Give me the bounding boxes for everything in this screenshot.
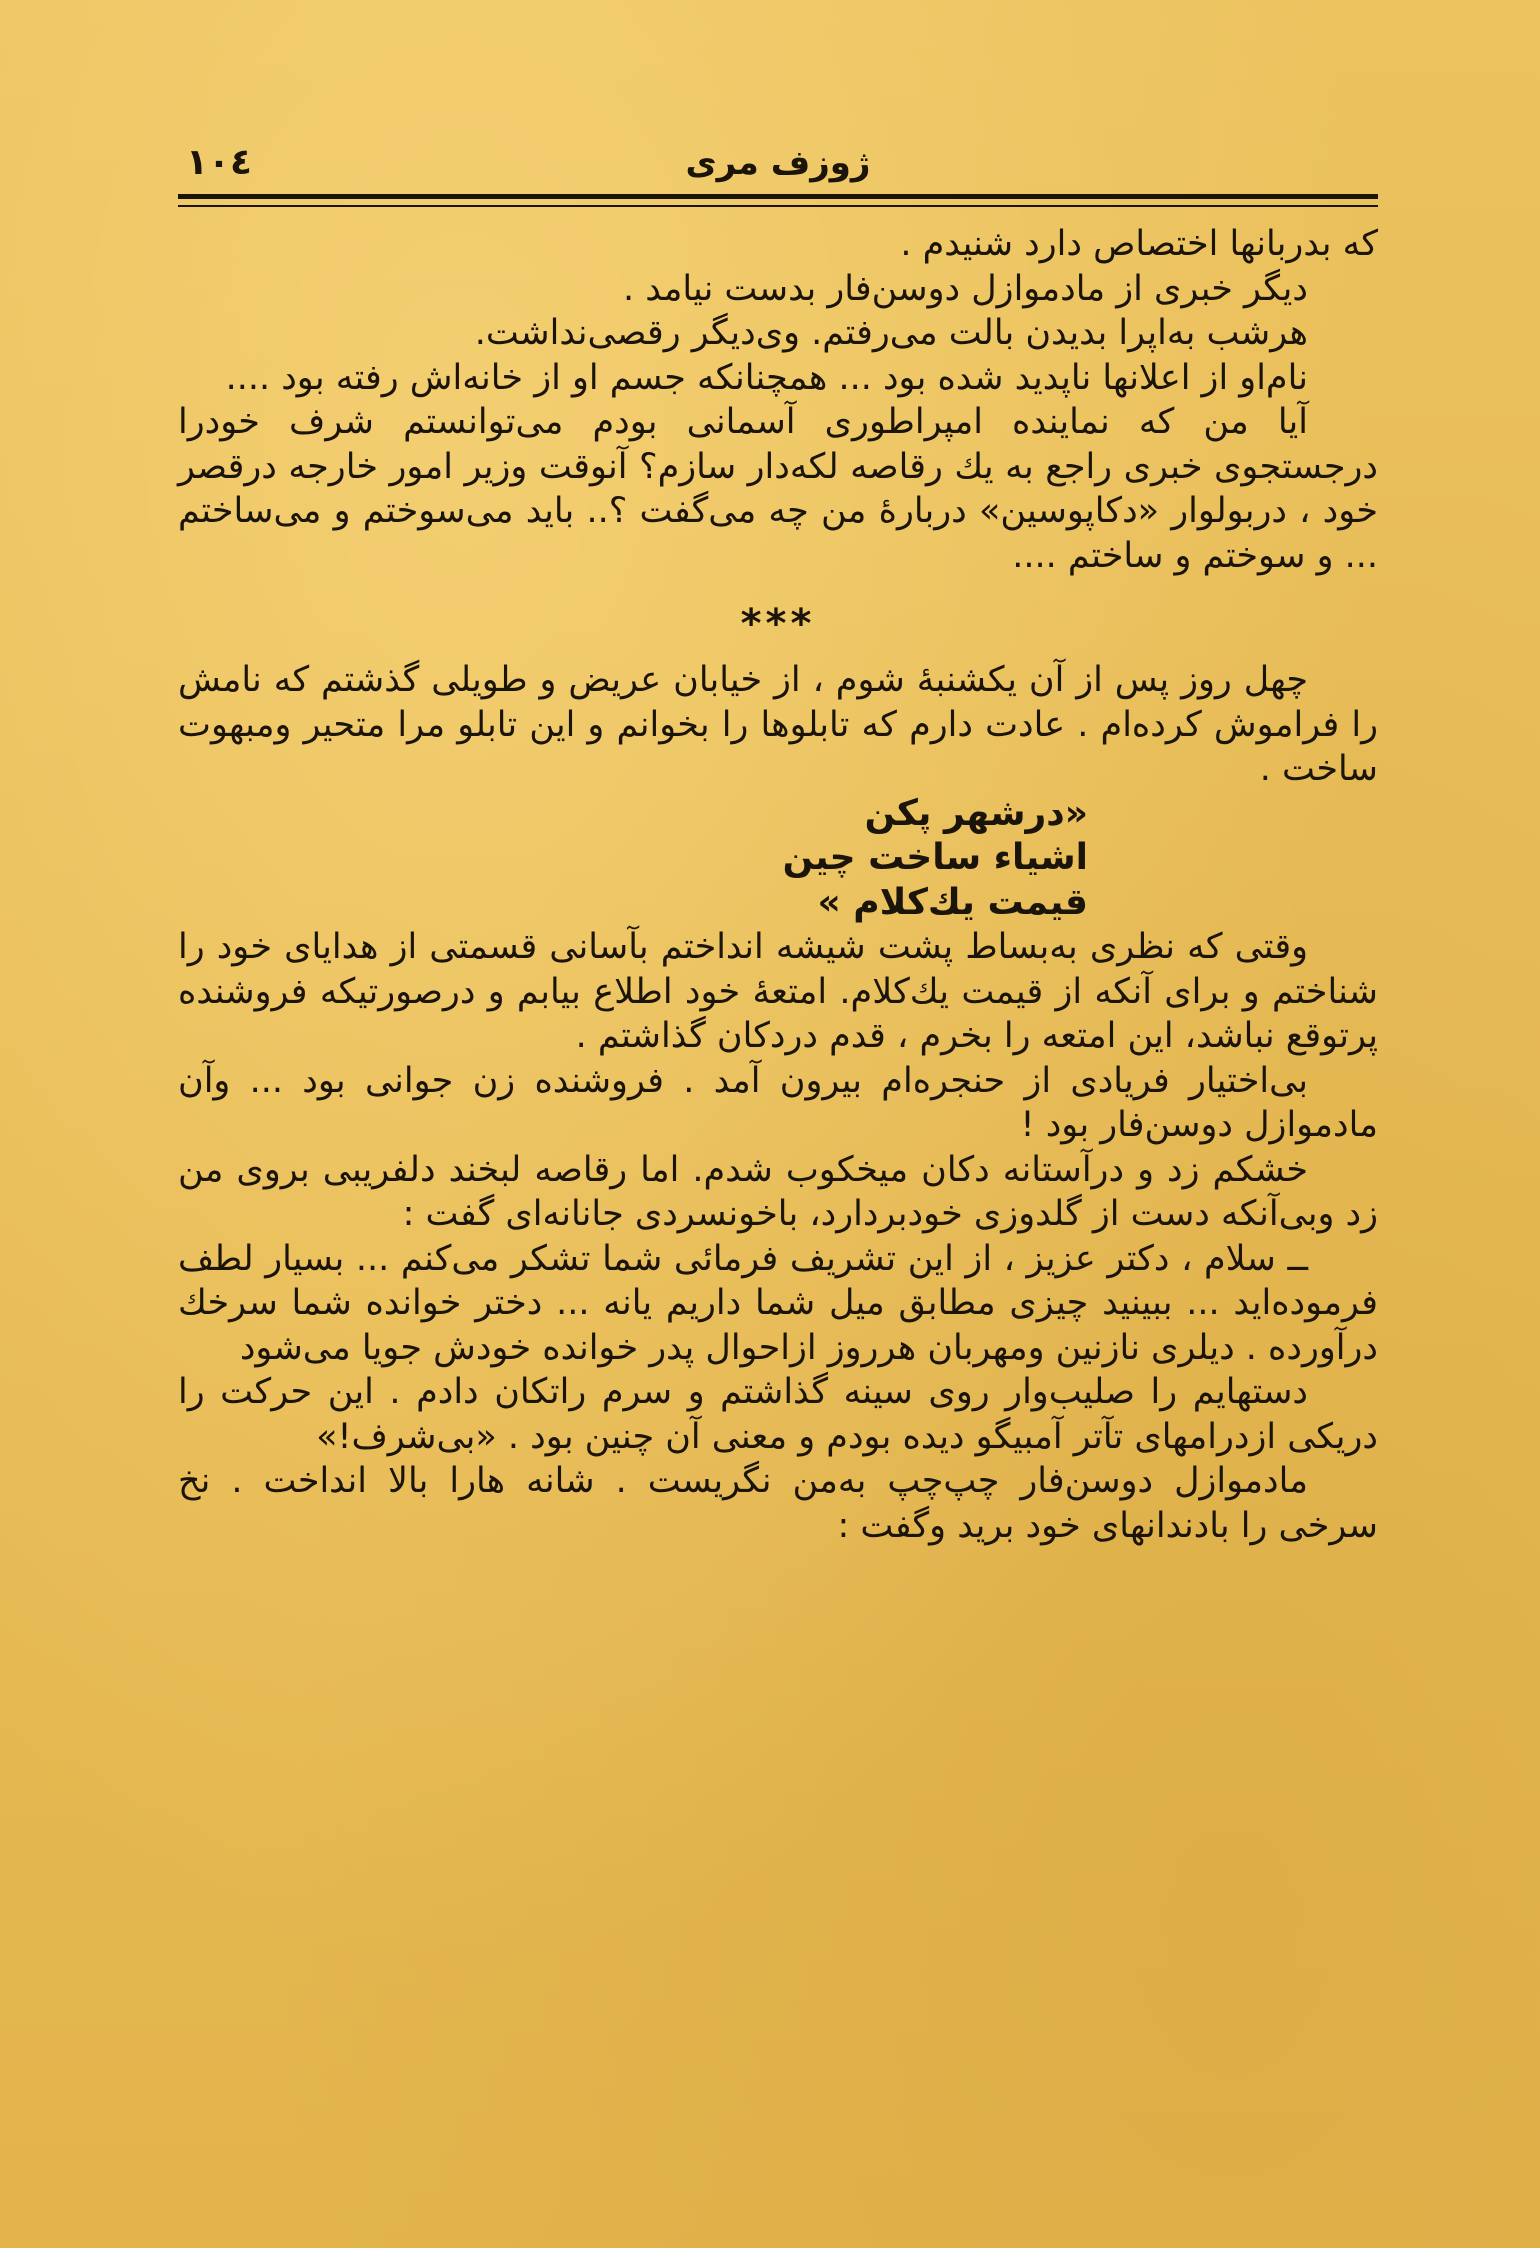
header-rule-thin xyxy=(178,205,1378,207)
paragraph: وقتی که نظری به‌بساط پشت شیشه انداختم بآسانی قسمتی از هدایای خود را شناختم و برای آنکه از قیمت یك‌کلام. امتعهٔ خود اطلاع بیابم و درصورتیکه فروشنده پرتوقع نباشد، این امتعه را بخرم ، قدم دردکان گذاشتم . xyxy=(178,927,1378,1056)
paragraph: خشکم زد و درآستانه دکان میخکوب شدم. اما رقاصه لبخند دلفریبی بروی من زد وبی‌آنکه دست از گلدوزی خودبردارد، باخونسردی جانانه‌ای گفت : xyxy=(178,1149,1378,1234)
shop-sign-line-3: قیمت یك‌کلام » xyxy=(817,881,1088,923)
paragraph: دیگر خبری از مادموازل دوسن‌فار بدست نیامد . xyxy=(622,268,1308,309)
body-text xyxy=(178,222,1378,1548)
page-number: ۱۰٤ xyxy=(186,142,252,183)
section-separator: *** xyxy=(740,601,816,647)
header-rule-thick xyxy=(178,194,1378,199)
running-head xyxy=(178,138,1378,188)
shop-sign-line-2: اشیاء ساخت چین xyxy=(782,837,1088,878)
paragraph: نام‌او از اعلانها ناپدید شده بود ... همچنانکه جسم او از خانه‌اش رفته بود .... xyxy=(225,357,1308,398)
shop-sign-line-1: «درشهر پکن xyxy=(864,792,1088,834)
paragraph: مادموازل دوسن‌فار چپ‌چپ به‌من نگریست . شانه هارا بالا انداخت . نخ سرخی را بادندانهای خود برید وگفت : xyxy=(178,1461,1378,1546)
paragraph: دستهایم را صلیب‌وار روی سینه گذاشتم و سرم راتکان دادم . این حرکت را دریکی ازدرامهای تآتر آمبیگو دیده بودم و معنی آن چنین بود . «بی‌شرف!» xyxy=(178,1372,1378,1457)
paragraph: هرشب به‌اپرا بدیدن بالت می‌رفتم. وی‌دیگر رقصی‌نداشت. xyxy=(474,313,1308,353)
running-title: ژوزف مری xyxy=(685,143,871,183)
paragraph: ــ سلام ، دکتر عزیز ، از این تشریف فرمائی شما تشکر می‌کنم ... بسیار لطف فرموده‌اید ... ببینید چیزی مطابق میل شما داریم یانه ... دختر خوانده شما سرخك درآورده . دیلری نازنین ومهربان هرروز ازاحوال پدر خوانده خودش جویا می‌شود xyxy=(178,1238,1378,1368)
paragraph: بی‌اختیار فریادی از حنجره‌ام بیرون آمد . فروشنده زن جوانی بود ... وآن مادموازل دوسن‌فار بود ! xyxy=(178,1060,1378,1145)
paragraph: که بدربانها اختصاص دارد شنیدم . xyxy=(900,224,1378,264)
paragraph: چهل روز پس از آن یکشنبهٔ شوم ، از خیابان عریض و طویلی گذشتم که نامش را فراموش کرده‌ام . عادت دارم که تابلوها را بخوانم و این تابلو مرا متحیر ومبهوت ساخت . xyxy=(178,660,1378,789)
paragraph: آیا من که نماینده امپراطوری آسمانی بودم می‌توانستم شرف خودرا درجستجوی خبری راجع به یك رقاصه لکه‌دار سازم؟ آنوقت وزیر امور خارجه درقصر خود ، دربولوار «دکاپوسین» دربارهٔ من چه می‌گفت ؟.. باید می‌سوختم و می‌ساختم ... و سوختم و ساختم .... xyxy=(178,402,1378,576)
